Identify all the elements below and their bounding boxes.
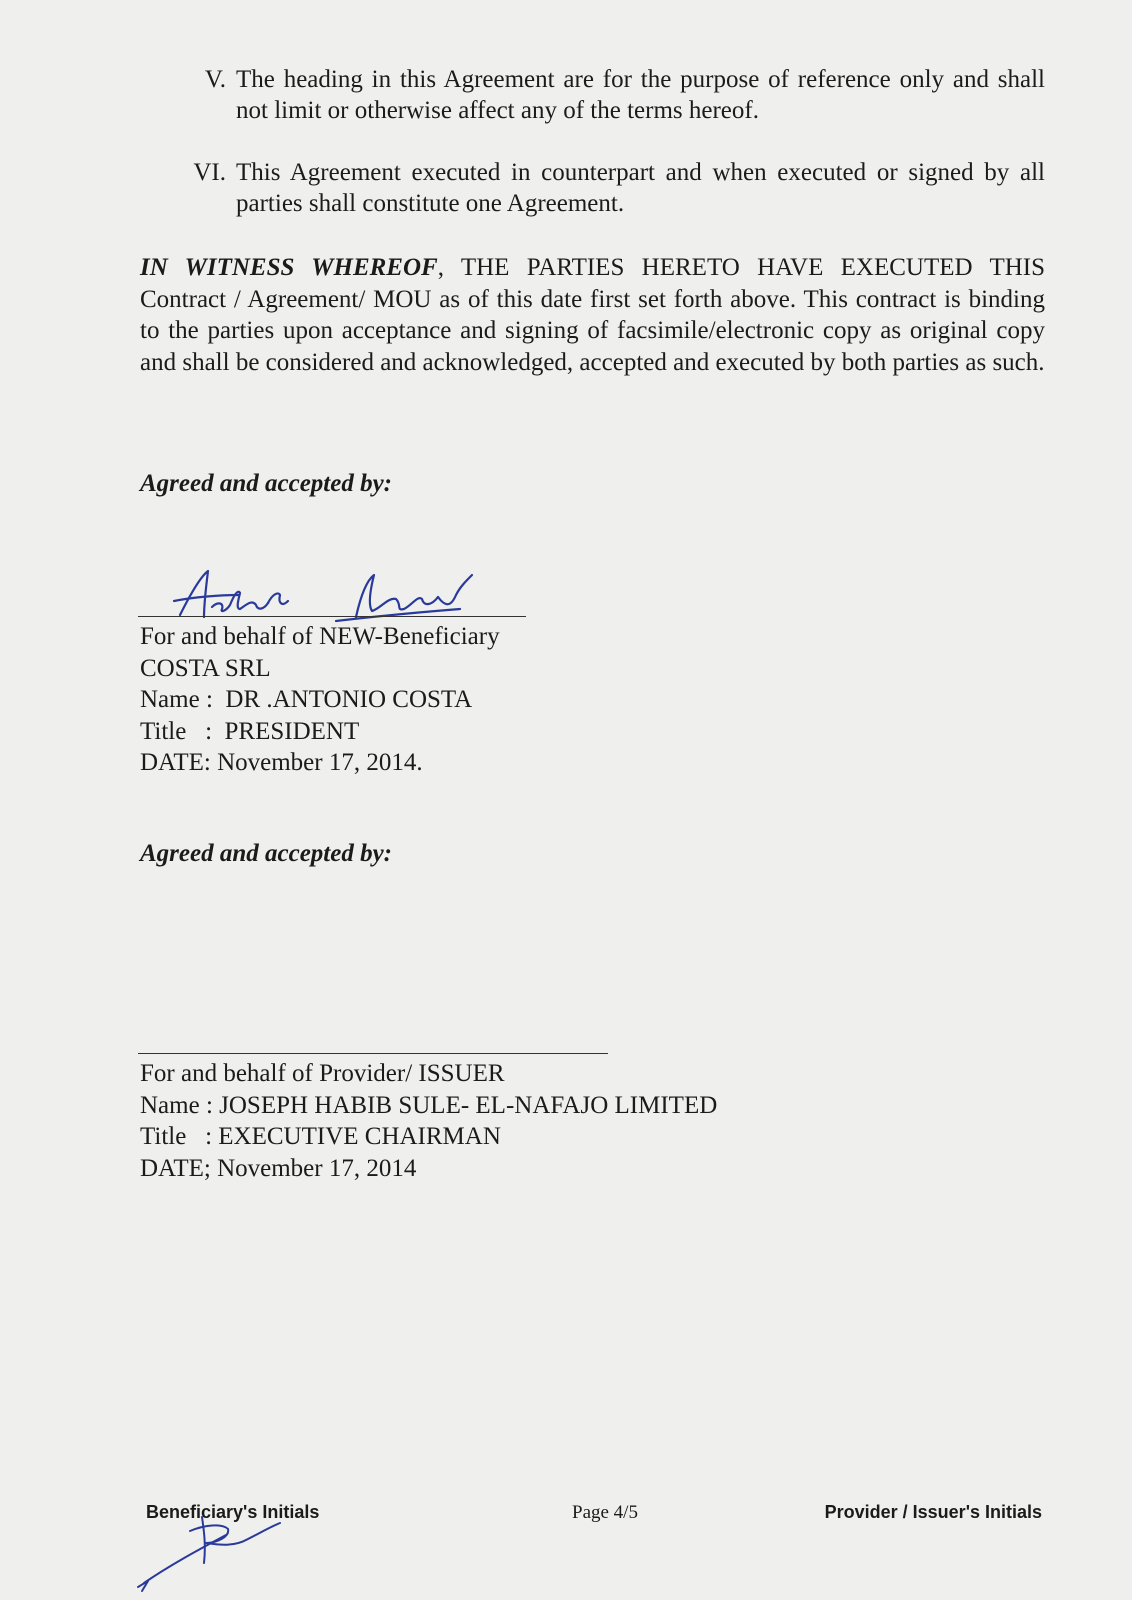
provider-behalf: For and behalf of Provider/ ISSUER xyxy=(140,1060,505,1087)
beneficiary-signature-line xyxy=(138,616,526,617)
beneficiary-initials-label: Beneficiary's Initials xyxy=(146,1502,320,1522)
provider-initials-label: Provider / Issuer's Initials xyxy=(824,1502,1042,1522)
witness-paragraph xyxy=(140,252,1045,378)
clause-number: V. xyxy=(204,66,226,93)
clause-number: VI. xyxy=(193,159,226,186)
clause-text: This Agreement executed in counterpart and when executed or signed by all parties shall constitute one Agreement. xyxy=(236,159,1045,217)
provider-name: Name : JOSEPH HABIB SULE- EL-NAFAJO LIMITED xyxy=(140,1091,718,1119)
beneficiary-initials-signature xyxy=(130,1505,300,1595)
beneficiary-title: Title : PRESIDENT xyxy=(140,717,360,745)
provider-signature-line xyxy=(138,1053,608,1054)
clause-text: The heading in this Agreement are for the purpose of reference only and shall not limit or otherwise affect any of the terms hereof. xyxy=(236,66,1045,124)
provider-agreed-heading: Agreed and accepted by: xyxy=(140,840,393,867)
provider-date: DATE; November 17, 2014 xyxy=(140,1154,417,1182)
provider-title: Title : EXECUTIVE CHAIRMAN xyxy=(140,1123,501,1150)
provider-details xyxy=(140,1058,717,1184)
beneficiary-details xyxy=(140,621,500,779)
beneficiary-agreed-heading: Agreed and accepted by: xyxy=(140,470,393,497)
beneficiary-company: COSTA SRL xyxy=(140,654,271,682)
beneficiary-name: Name : DR .ANTONIO COSTA xyxy=(140,686,473,713)
beneficiary-behalf: For and behalf of NEW-Beneficiary xyxy=(140,623,500,650)
beneficiary-date: DATE: November 17, 2014. xyxy=(140,749,423,776)
page-number: Page 4/5 xyxy=(572,1502,638,1523)
clause-vi xyxy=(170,157,1045,219)
witness-text: , THE PARTIES HERETO HAVE EXECUTED THIS Contract / Agreement/ MOU as of this date first set forth above. This contract is binding to the parties upon acceptance and signing of facsimile/electronic copy as original copy and shall be considered and acknowledged, accepted and executed by both parties as such. xyxy=(140,254,1045,376)
clause-v xyxy=(170,64,1045,126)
witness-lead: IN WITNESS WHEREOF xyxy=(140,254,438,281)
